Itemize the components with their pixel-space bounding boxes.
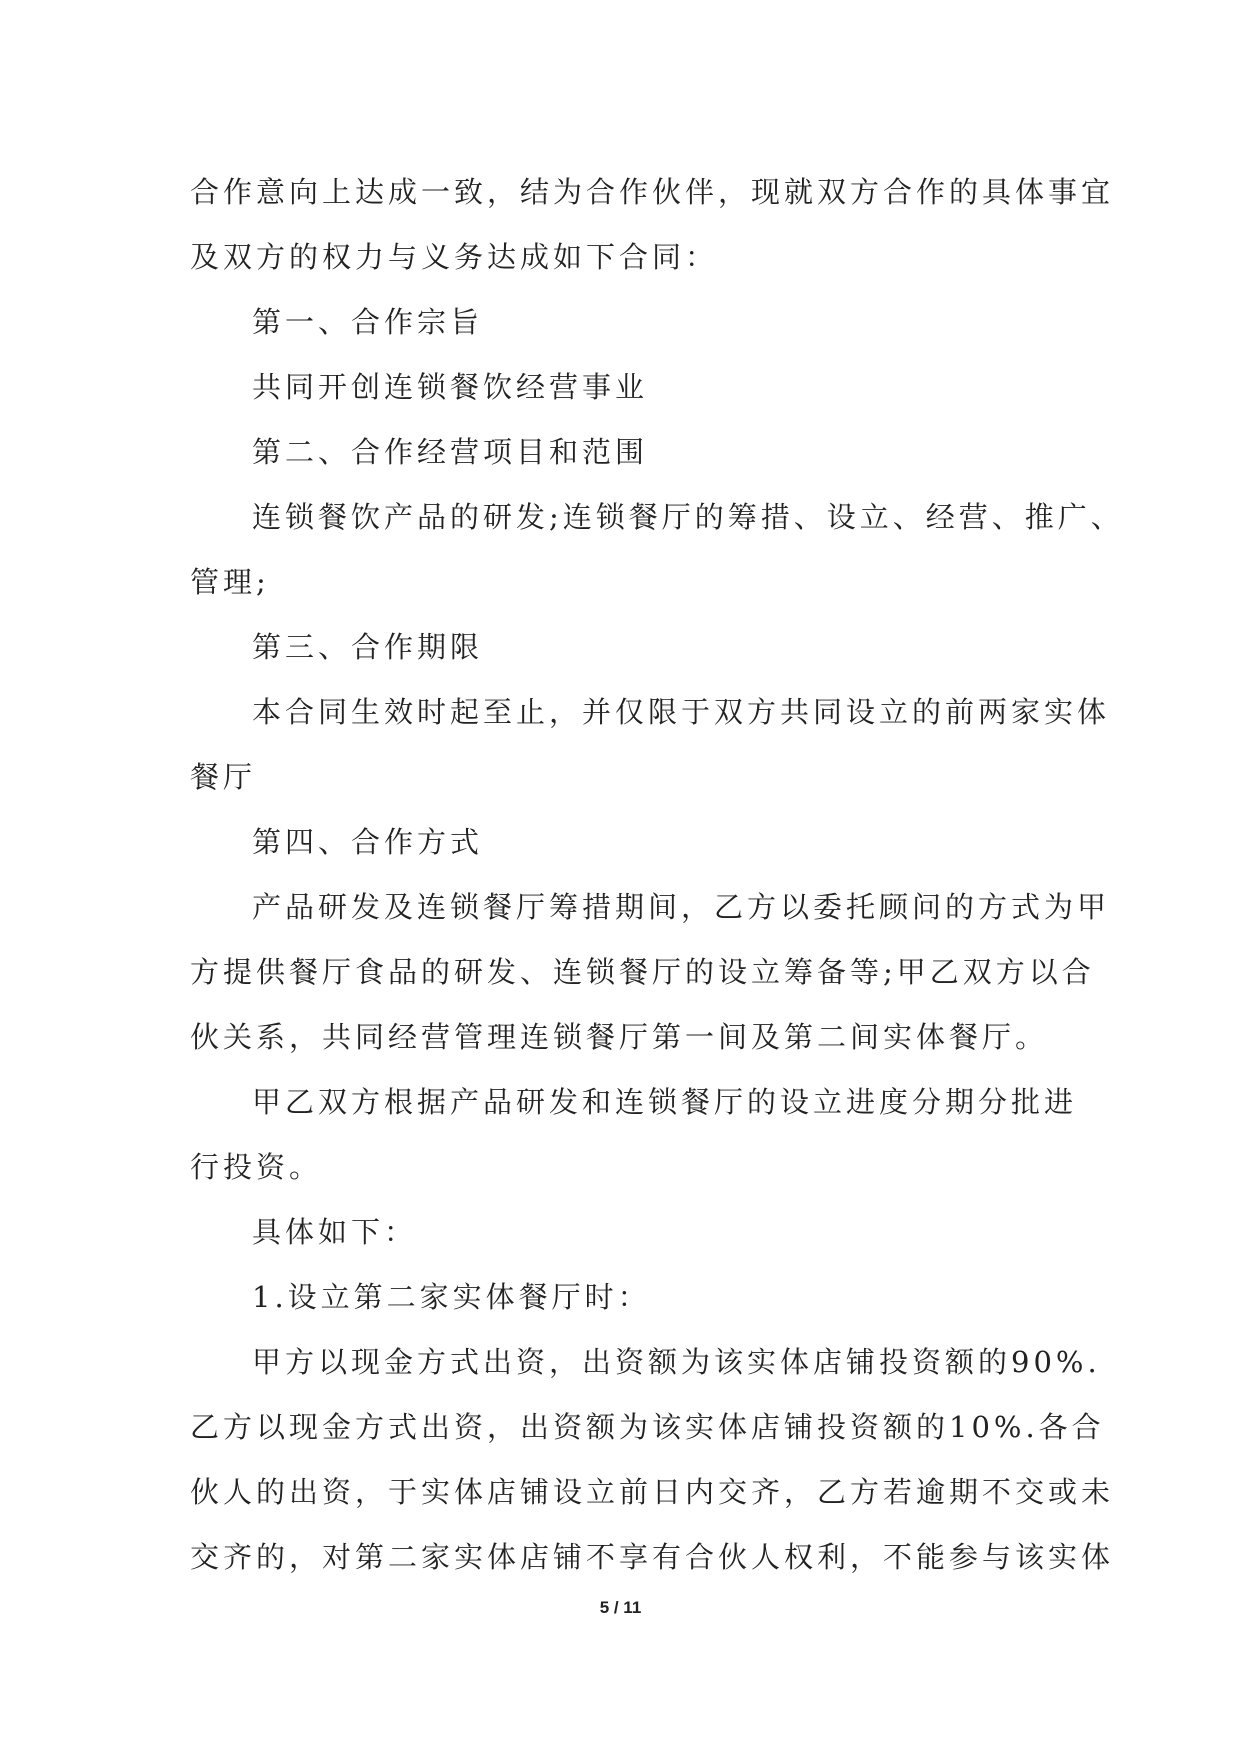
body-line: 1.设立第二家实体餐厅时： [252,1280,651,1314]
section-heading: 第三、合作期限 [252,630,484,664]
body-line: 管理; [190,565,270,599]
body-line: 餐厅 [190,760,257,794]
page-number: 5 / 11 [599,1598,642,1617]
body-line: 共同开创连锁餐饮经营事业 [252,370,649,404]
section-heading: 第一、合作宗旨 [252,305,484,339]
section-heading: 第四、合作方式 [252,825,484,859]
body-line: 伙关系，共同经营管理连锁餐厅第一间及第二间实体餐厅。 [190,1020,1049,1054]
document-body [190,160,1124,1590]
body-line: 行投资。 [190,1150,323,1184]
section-heading: 第二、合作经营项目和范围 [252,435,649,469]
body-line: 甲方以现金方式出资，出资额为该实体店铺投资额的90%. [252,1345,1101,1379]
body-line: 本合同生效时起至止，并仅限于双方共同设立的前两家实体 [252,695,1111,729]
body-line: 伙人的出资，于实体店铺设立前日内交齐，乙方若逾期不交或未 [190,1475,1115,1509]
body-line: 及双方的权力与义务达成如下合同： [190,240,719,274]
body-line: 连锁餐饮产品的研发;连锁餐厅的筹措、设立、经营、推广、 [252,500,1124,534]
body-line: 合作意向上达成一致，结为合作伙伴，现就双方合作的具体事宜 [190,175,1115,209]
body-line: 方提供餐厅食品的研发、连锁餐厅的设立筹备等;甲乙双方以合 [190,955,1095,989]
body-line: 甲乙双方根据产品研发和连锁餐厅的设立进度分期分批进 [252,1085,1078,1119]
body-line: 乙方以现金方式出资，出资额为该实体店铺投资额的10%.各合 [190,1410,1105,1444]
body-line: 具体如下： [252,1215,418,1249]
body-line: 产品研发及连锁餐厅筹措期间，乙方以委托顾问的方式为甲 [252,890,1111,924]
body-line: 交齐的，对第二家实体店铺不享有合伙人权利，不能参与该实体 [190,1540,1115,1574]
